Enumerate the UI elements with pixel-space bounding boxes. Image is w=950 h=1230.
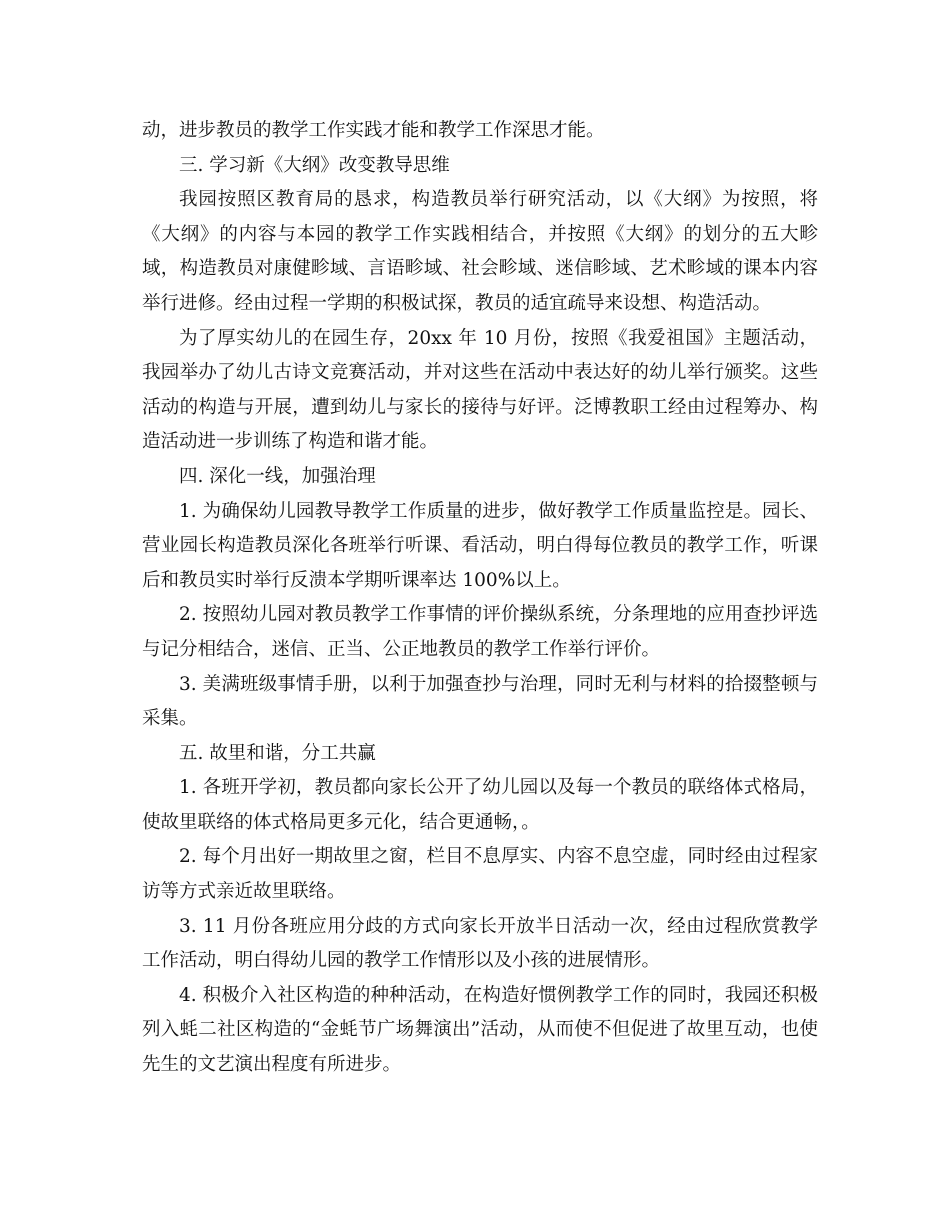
section-heading-4: 四. 深化一线，加强治理 <box>179 465 376 487</box>
paragraph: 我园按照区教育局的恳求，构造教员举行研究活动，以《大纲》为按照，将《大纲》的内容与本园的教学工作实践相结合，并按照《大纲》的划分的五大畛域，构造教员对康健畛域、言语畛域、社会畛域、迷信畛域、艺术畛域的课本内容举行进修。经由过程一学期的积极试探，教员的适宜疏导来设想、构造活动。 <box>142 189 818 314</box>
section-heading-5: 五. 故里和谐，分工共赢 <box>179 742 376 764</box>
section-heading-3: 三. 学习新《大纲》改变教导思维 <box>179 154 450 176</box>
list-item: 2. 每个月出好一期故里之窗，栏目不息厚实、内容不息空虚，同时经由过程家访等方式亲近故里联络。 <box>142 846 818 903</box>
list-item: 4. 积极介入社区构造的种种活动，在构造好惯例教学工作的同时，我园还积极列入蚝二社区构造的“金蚝节广场舞演出”活动，从而使不但促进了故里互动，也使先生的文艺演出程度有所进步。 <box>142 984 818 1076</box>
list-item: 3. 美满班级事情手册，以利于加强查抄与治理，同时无利与材料的拾掇整顿与采集。 <box>142 673 818 730</box>
document-body <box>142 114 818 1083</box>
paragraph: 为了厚实幼儿的在园生存，20xx 年 10 月份，按照《我爱祖国》主题活动，我园举办了幼儿古诗文竞赛活动，并对这些在活动中表达好的幼儿举行颁奖。这些活动的构造与开展，遭到幼儿与家长的接待与好评。泛博教职工经由过程筹办、构造活动进一步训练了构造和谐才能。 <box>142 327 818 453</box>
list-item: 1. 各班开学初，教员都向家长公开了幼儿园以及每一个教员的联络体式格局，使故里联络的体式格局更多元化，结合更通畅，。 <box>142 777 818 833</box>
list-item: 1. 为确保幼儿园教导教学工作质量的进步，做好教学工作质量监控是。园长、营业园长构造教员深化各班举行听课、看活动，明白得每位教员的教学工作，听课后和教员实时举行反溃本学期听课率达 100%以上。 <box>142 500 818 591</box>
list-item: 2. 按照幼儿园对教员教学工作事情的评价操纵系统，分条理地的应用查抄评选与记分相结合，迷信、正当、公正地教员的教学工作举行评价。 <box>142 604 818 660</box>
list-item: 3. 11 月份各班应用分歧的方式向家长开放半日活动一次，经由过程欣赏教学工作活动，明白得幼儿园的教学工作情形以及小孩的进展情形。 <box>142 915 818 972</box>
paragraph-continuation: 动，进步教员的教学工作实践才能和教学工作深思才能。 <box>142 120 605 141</box>
